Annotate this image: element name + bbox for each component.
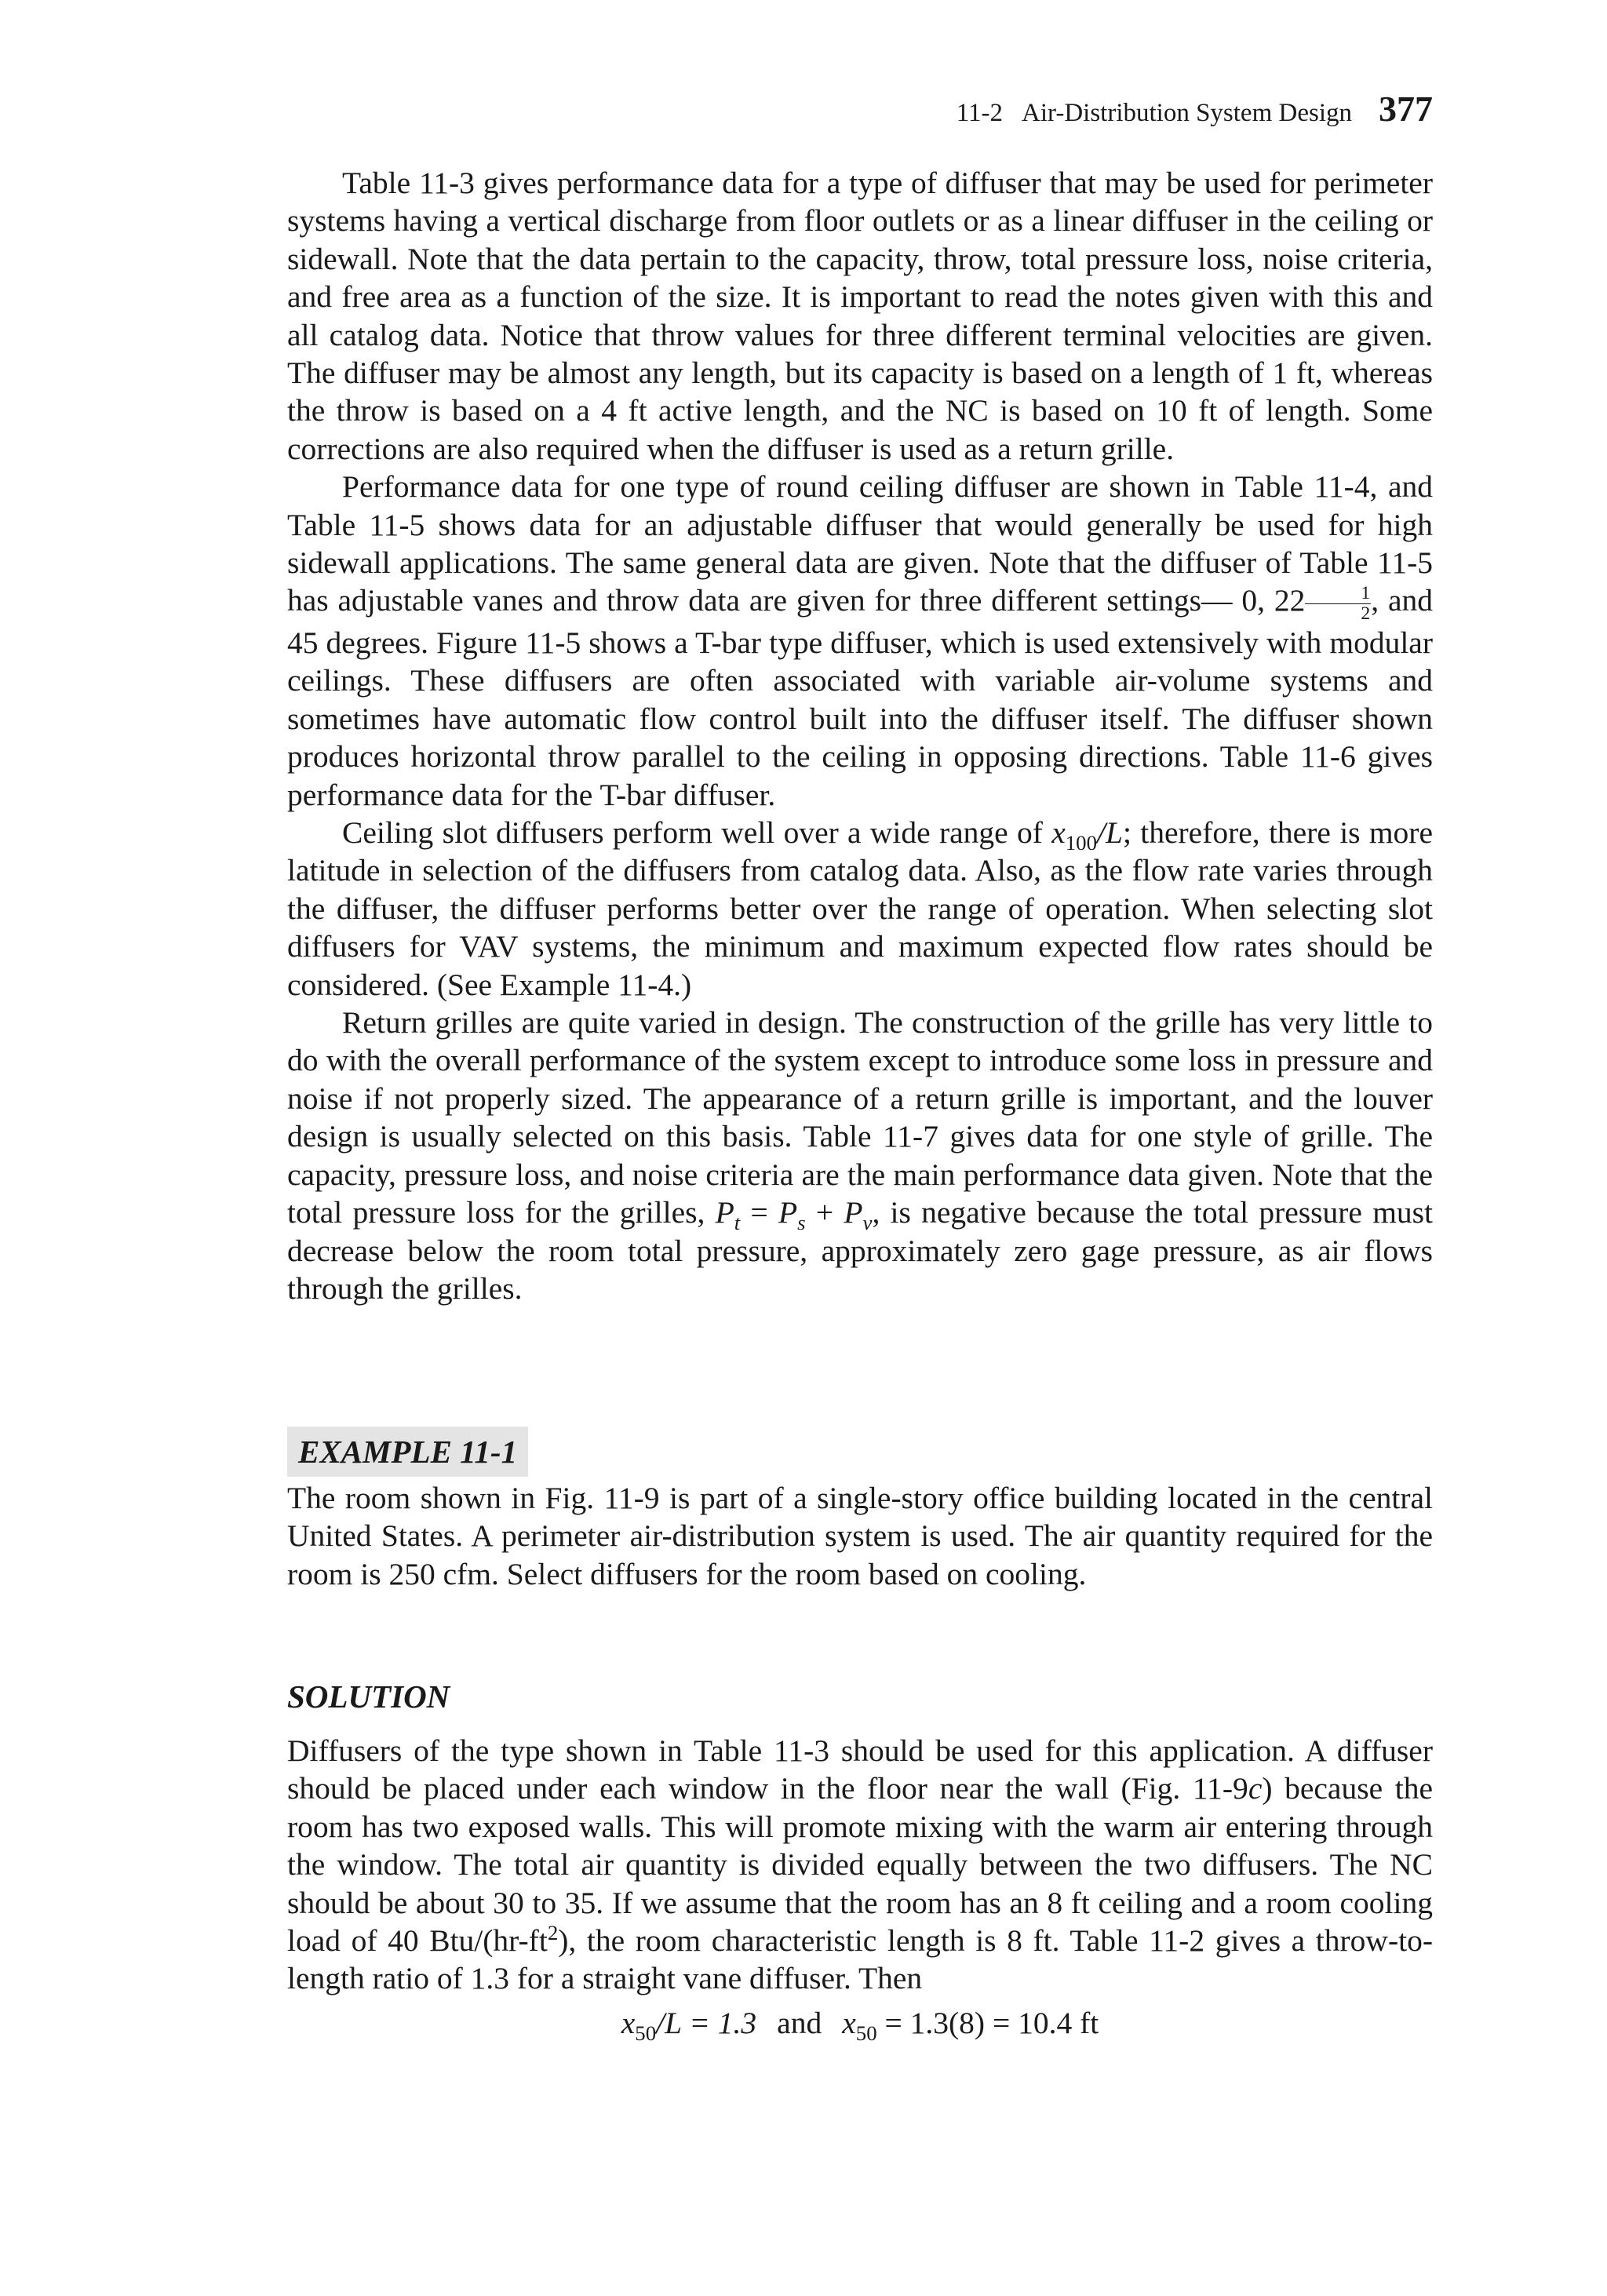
body-text [287, 164, 1433, 1307]
solution-heading: SOLUTION [287, 1678, 450, 1715]
fraction-one-half: $\frac{1}{2}$ [1305, 584, 1371, 624]
example-text [287, 1479, 1433, 1593]
section-title: Air-Distribution System Design [1022, 99, 1352, 127]
equation-throw: $x_{50}/L = 1.3$ and $x_{50} = 1.3(8) = 10.4$ ft [621, 2006, 1099, 2045]
page-number: 377 [1379, 89, 1433, 129]
paragraph-1: Table 11-3 gives performance data for a type of diffuser that may be used for perimeter systems having a vertical discharge from floor outlets or as a linear diffuser in the ceiling or sidewall. Note that the data pertain to the capacity, throw, total pressure loss, noise criteria, and free area as a function of the size. It is important to read the notes given with this and all catalog data. Notice that throw values for three different terminal velocities are given. The diffuser may be almost any length, but its capacity is based on a length of 1 ft, whereas the throw is based on a 4 ft active length, and the NC is based on 10 ft of length. Some corrections are also required when the diffuser is used as a return grille. [287, 166, 1433, 466]
paragraph-3: Ceiling slot diffusers perform well over a wide range of $x_{100}/L$; therefore, there is more latitude in selection of the diffusers from catalog data. Also, as the flow rate varies through the diffuser, the diffuser performs better over the range of operation. When selecting slot diffusers for VAV systems, the minimum and maximum expected flow rates should be considered. (See Example 11-4.) [287, 815, 1433, 1002]
running-head [287, 88, 1433, 129]
example-paragraph: The room shown in Fig. 11-9 is part of a single-story office building located in the central United States. A perimeter air-distribution system is used. The air quantity required for the room is 250 cfm. Select diffusers for the room based on cooling. [287, 1481, 1433, 1591]
example-heading: EXAMPLE 11-1 [287, 1427, 528, 1477]
paragraph-4: Return grilles are quite varied in design. The construction of the grille has very little to do with the overall performance of the system except to introduce some loss in pressure and noise if not properly sized. The appearance of a return grille is important, and the louver design is usually selected on this basis. Table 11-7 gives data for one style of grille. The capacity, pressure loss, and noise criteria are the main performance data given. Note that the total pressure loss for the grilles, $P_t = P_s + P_v$, is negative because the total pressure must decrease below the room total pressure, approximately zero gage pressure, as air flows through the grilles. [287, 1005, 1434, 1306]
solution-paragraph: Diffusers of the type shown in Table 11-3 should be used for this application. A diffuser should be placed under each window in the floor near the wall (Fig. 11-9c) because the room has two exposed walls. This will promote mixing with the warm air entering through the window. The total air quantity is divided equally between the two diffusers. The NC should be about 30 to 35. If we assume that the room has an 8 ft ceiling and a room cooling load of 40 Btu/$(hr-ft^2)$, the room characteristic length is 8 ft. Table 11-2 gives a throw-to-length ratio of 1.3 for a straight vane diffuser. Then [287, 1733, 1433, 1996]
solution-text [287, 1732, 1433, 1998]
section-number: 11-2 [956, 99, 1003, 127]
paragraph-2: Performance data for one type of round ceiling diffuser are shown in Table 11-4, and Table 11-5 shows data for an adjustable diffuser that would generally be used for high sidewall applications. The same general data are given. Note that the diffuser of Table 11-5 has adjustable vanes and throw data are given for three different settings— 0, 22 $\frac{1}{2}$ , and 45 degrees. Figure 11-5 shows a T-bar type diffuser, which is used extensively with modular ceilings. These diffusers are often associated with variable air-volume systems and sometimes have automatic flow control built into the diffuser itself. The diffuser shown produces horizontal throw parallel to the ceiling in opposing directions. Table 11-6 gives performance data for the T-bar diffuser. [287, 469, 1433, 812]
